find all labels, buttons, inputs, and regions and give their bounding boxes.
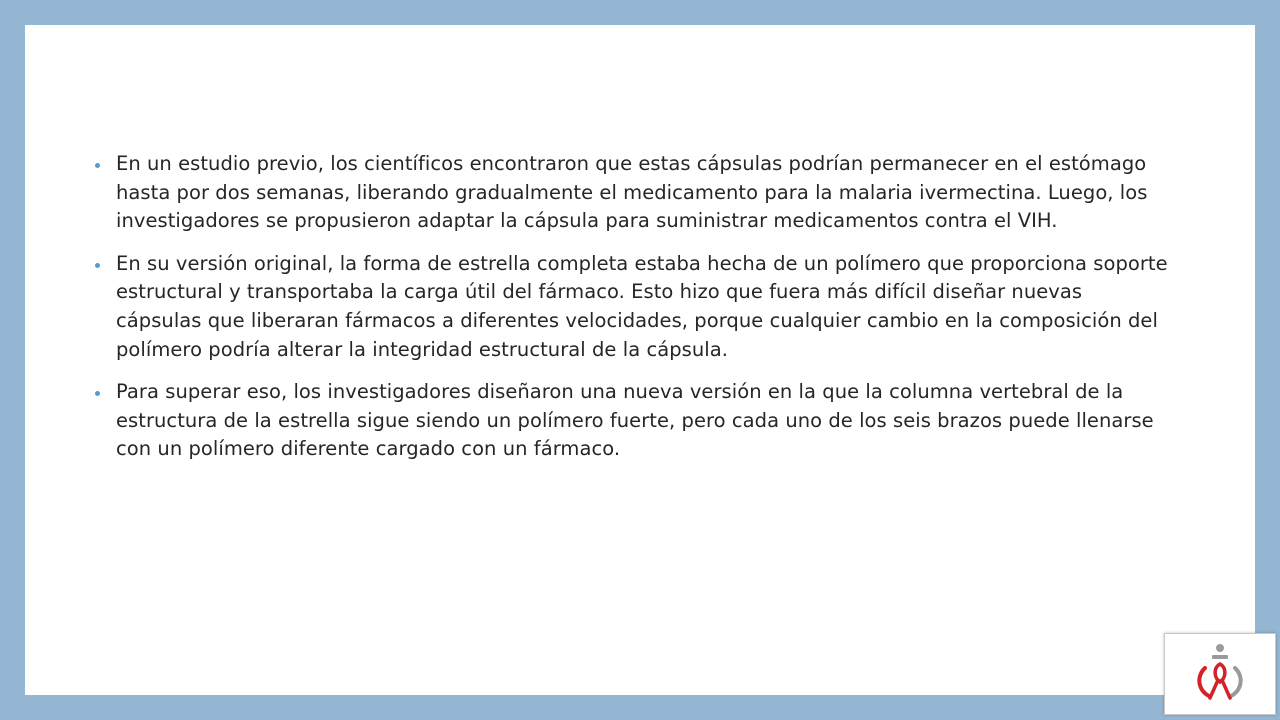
bullet-item — [92, 250, 1172, 364]
bullet-list — [92, 150, 1172, 478]
bullet-text: Para superar eso, los investigadores diseñaron una nueva versión en la que la columna vertebral de la estructura de la estrella sigue siendo un polímero fuerte, pero cada uno de los seis brazos puede llenarse con un polímero diferente cargado con un fármaco. — [116, 380, 1154, 461]
logo-box — [1164, 633, 1276, 715]
bullet-dot-icon — [95, 163, 100, 168]
bullet-item — [92, 150, 1172, 236]
bullet-text: En su versión original, la forma de estrella completa estaba hecha de un polímero que proporciona soporte estructural y transportaba la carga útil del fármaco. Esto hizo que fuera más difícil diseñar nuevas cápsulas que liberaran fármacos a diferentes velocidades, porque cualquier cambio en la composición del polímero podría alterar la integridad estructural de la cápsula. — [116, 251, 1168, 361]
awareness-ribbon-logo-icon — [1195, 638, 1245, 710]
bullet-text: En un estudio previo, los científicos encontraron que estas cápsulas podrían permanecer en el estómago hasta por dos semanas, liberando gradualmente el medicamento para la malaria ivermectina. Luego, los investigadores se propusieron adaptar la cápsula para suministrar medicamentos contra el VIH. — [116, 152, 1148, 233]
bullet-item — [92, 378, 1172, 464]
bullet-dot-icon — [95, 391, 100, 396]
bullet-dot-icon — [95, 263, 100, 268]
